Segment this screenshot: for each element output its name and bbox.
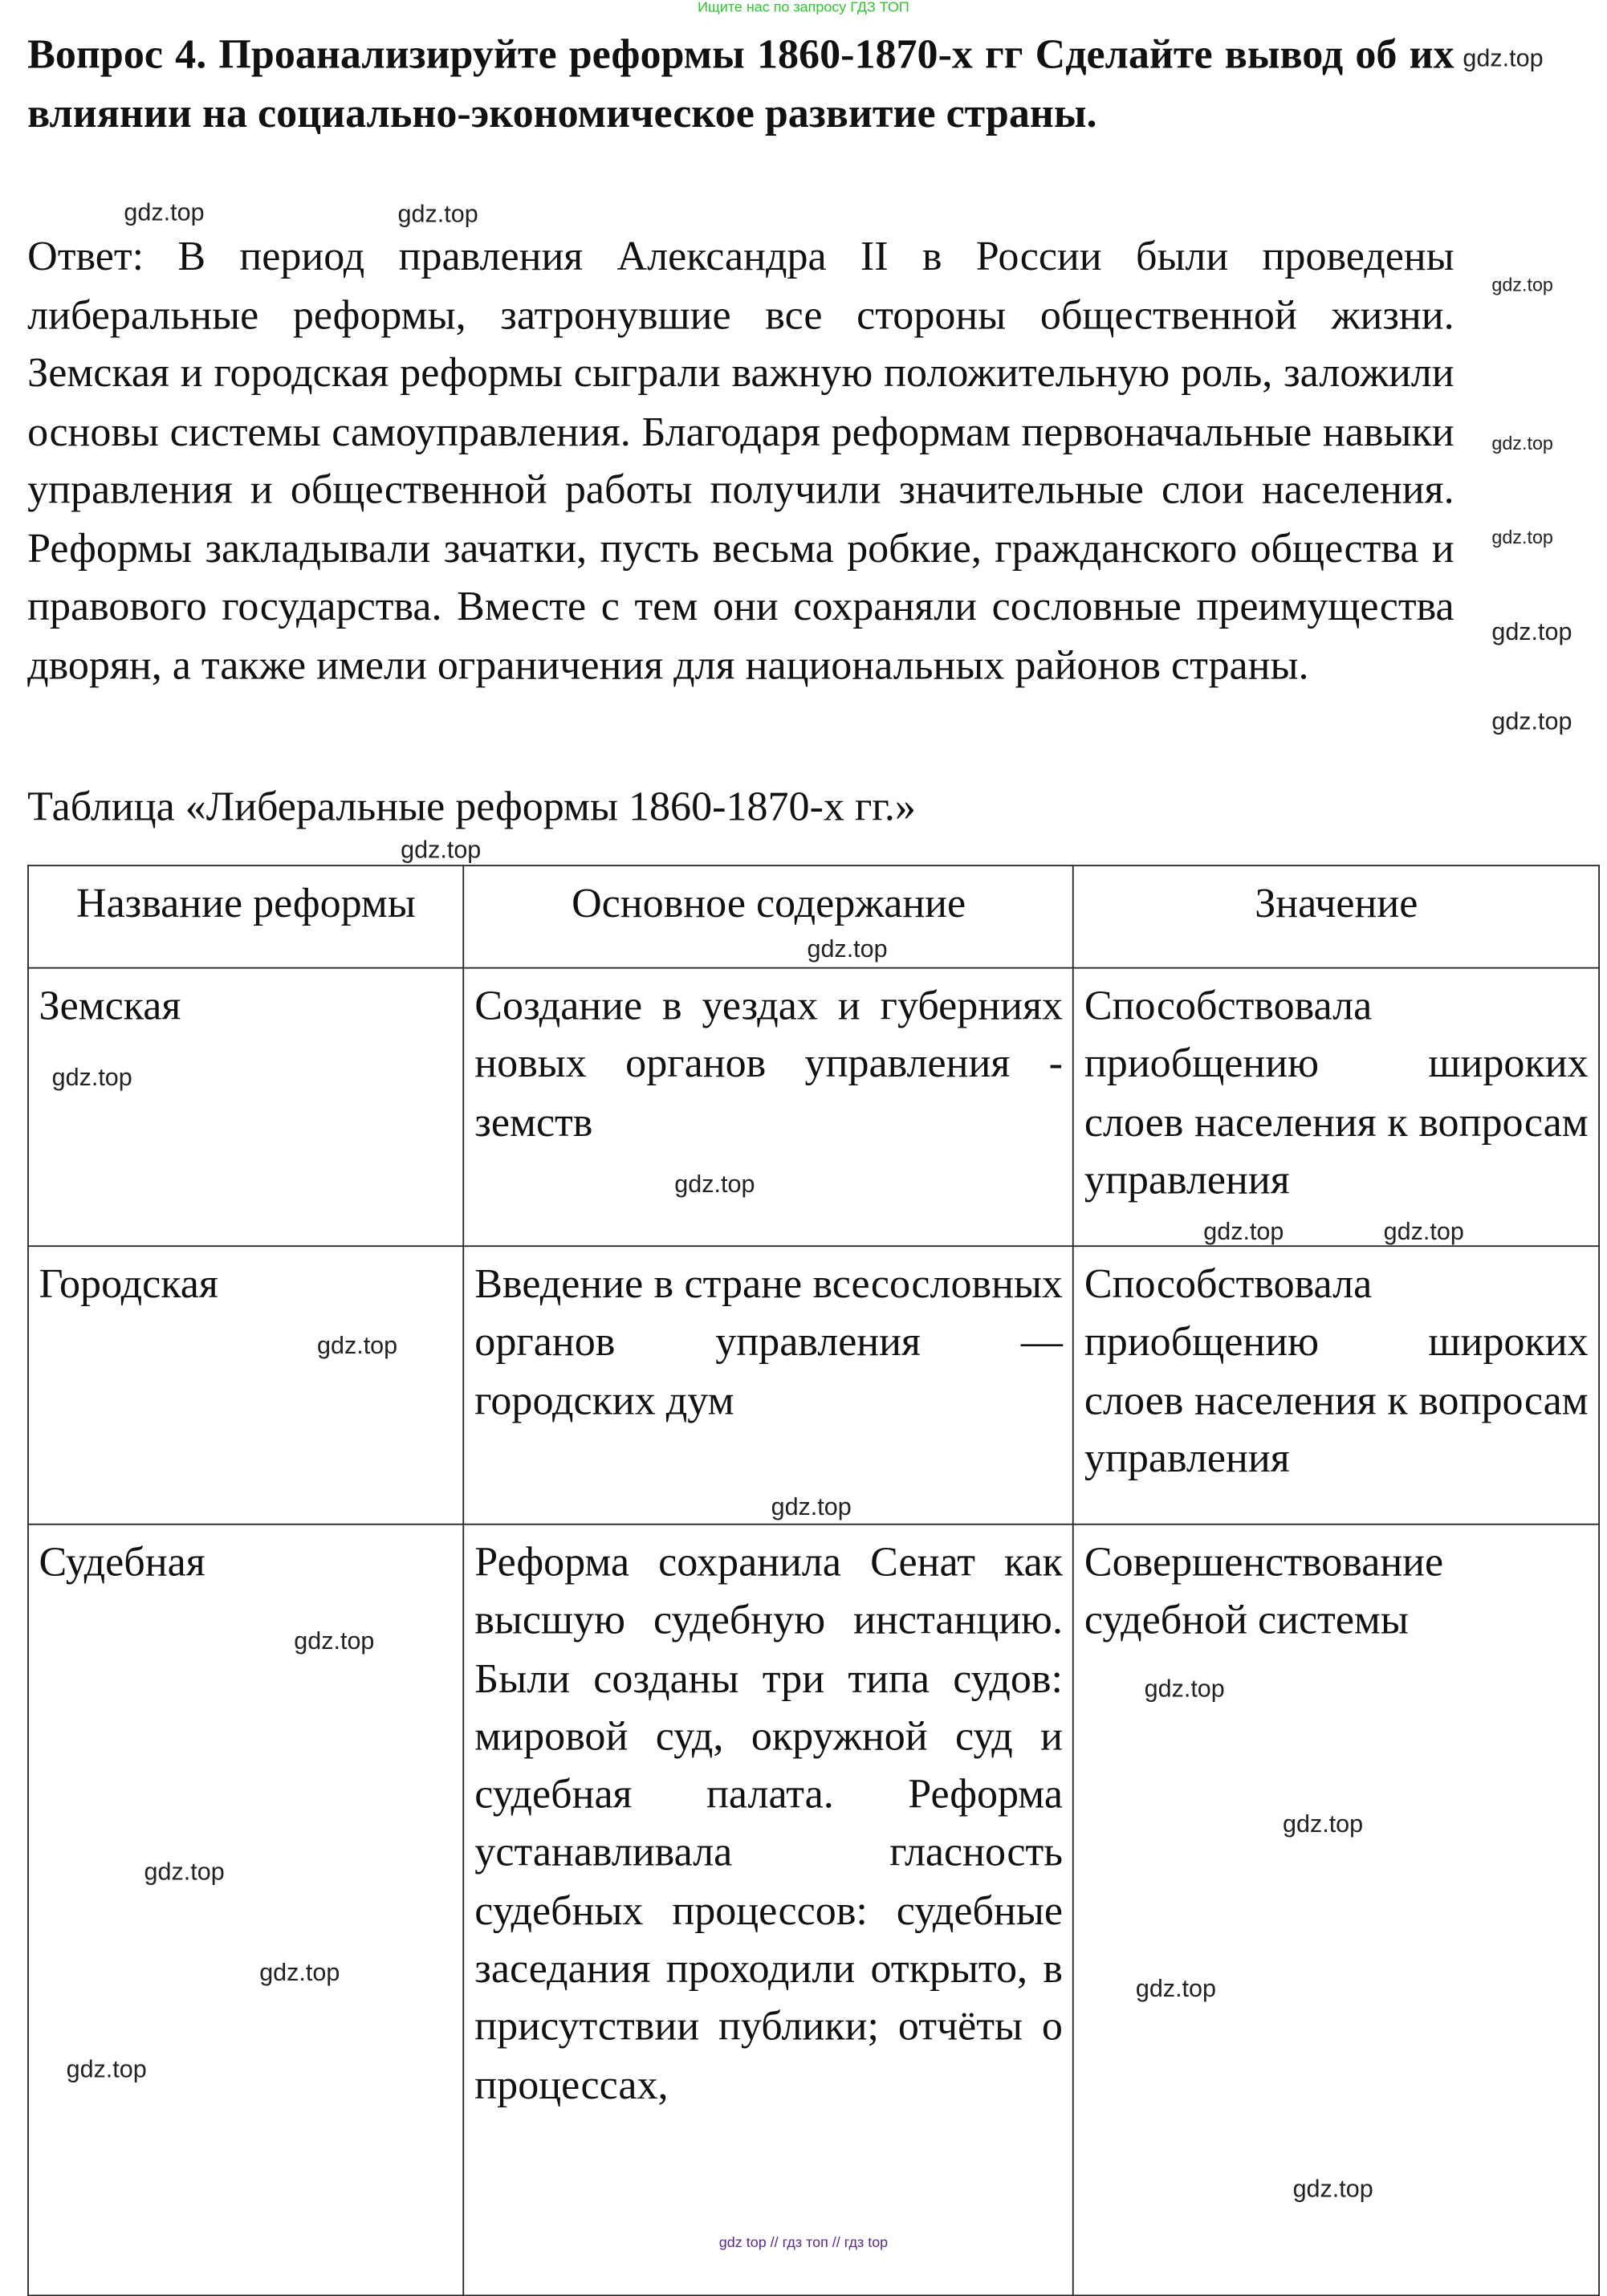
cell-name: Городская <box>28 1246 464 1525</box>
watermark: gdz.top <box>807 935 888 963</box>
cell-content: Создание в уездах и губерниях новых органов управления - земств <box>464 968 1074 1247</box>
watermark: gdz.top <box>401 836 482 864</box>
cell-name: Судебная <box>28 1525 464 2296</box>
watermark: gdz.top <box>317 1332 398 1360</box>
search-banner[interactable]: Ищите нас по запросу ГДЗ ТОП <box>698 0 909 16</box>
watermark: gdz.top <box>1463 44 1544 72</box>
watermark: gdz.top <box>1144 1675 1225 1703</box>
watermark: gdz.top <box>1491 274 1553 296</box>
watermark: gdz.top <box>259 1959 340 1987</box>
cell-content: Введение в стране всесословных органов управления — городских дум <box>464 1246 1074 1525</box>
watermark: gdz.top <box>1491 618 1572 646</box>
watermark: gdz.top <box>1491 526 1553 548</box>
watermark: gdz.top <box>771 1493 852 1521</box>
footer-links[interactable]: gdz top // гдз топ // гдз top <box>718 2235 889 2252</box>
cell-significance: Способствовала приобщению широких слоев населения к вопросам управления <box>1073 1246 1599 1525</box>
table-caption: Таблица «Либеральные реформы 1860-1870-х гг.» <box>27 784 916 831</box>
watermark: gdz.top <box>51 1064 132 1092</box>
watermark: gdz.top <box>124 198 205 226</box>
watermark: gdz.top <box>66 2055 147 2083</box>
watermark: gdz.top <box>1203 1218 1284 1246</box>
cell-significance: Совершенствование судебной системы <box>1073 1525 1599 2296</box>
watermark: gdz.top <box>144 1858 225 1886</box>
table-row <box>28 1246 1599 1525</box>
watermark: gdz.top <box>1135 1974 1216 2002</box>
watermark: gdz.top <box>1282 1810 1364 1838</box>
question-title: Вопрос 4. Проанализируйте реформы 1860-1870-х гг Сделайте вывод об их влиянии на социально-экономическое развитие страны. <box>27 31 1454 136</box>
answer-text: Ответ: В период правления Александра II в России были проведены либеральные реформы, затронувшие все стороны общественной жизни. Земская и городская реформы сыграли важную положительную роль, заложили основы системы самоуправления. Благодаря реформам первоначальные навыки управления и общественной работы получили значительные слои населения. Реформы закладывали зачатки, пусть весьма робкие, гражданского общества и правового государства. Вместе с тем они сохраняли сословные преимущества дворян, а также имели ограничения для национальных районов страны. <box>27 233 1454 689</box>
cell-significance: Способствовала приобщению широких слоев населения к вопросам управления <box>1073 968 1599 1247</box>
watermark: gdz.top <box>1292 2175 1373 2203</box>
watermark: gdz.top <box>397 200 478 228</box>
header-significance: Значение <box>1073 865 1599 967</box>
watermark: gdz.top <box>1491 432 1553 454</box>
cell-content: Реформа сохранила Сенат как высшую судебную инстанцию. Были созданы три типа судов: мировой суд, окружной суд и судебная палата. Реформа устанавливала гласность судебных процессов: судебные заседания проходили открыто, в присутствии публики; отчёты о процессах, <box>464 1525 1074 2296</box>
header-content: Основное содержание <box>464 865 1074 967</box>
watermark: gdz.top <box>1491 707 1572 735</box>
table-row <box>28 968 1599 1247</box>
watermark: gdz.top <box>294 1627 375 1655</box>
header-name: Название реформы <box>28 865 464 967</box>
reforms-table <box>27 865 1600 2296</box>
cell-name: Земская <box>28 968 464 1247</box>
watermark: gdz.top <box>1383 1218 1464 1246</box>
watermark: gdz.top <box>674 1170 755 1199</box>
